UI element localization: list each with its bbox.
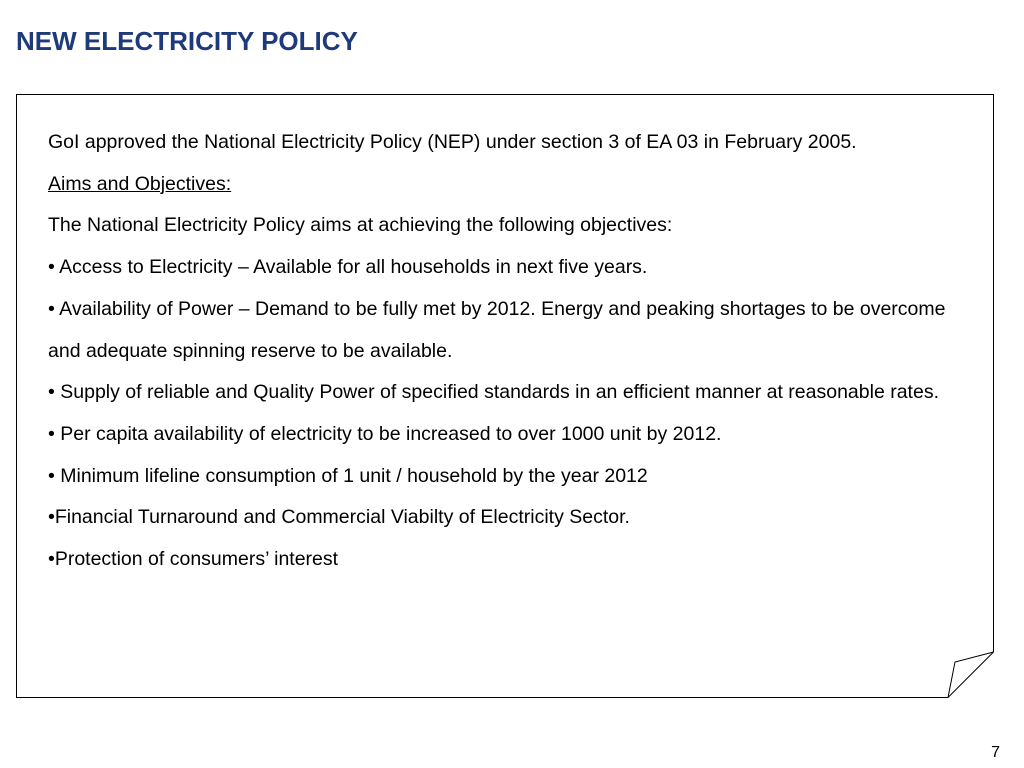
intro-paragraph: GoI approved the National Electricity Policy (NEP) under section 3 of EA 03 in February 2005. bbox=[48, 131, 857, 153]
bullet-item: •Protection of consumers’ interest bbox=[48, 548, 339, 571]
bullet-item: • Access to Electricity – Available for all households in next five years. bbox=[48, 256, 648, 279]
slide-title: NEW ELECTRICITY POLICY bbox=[16, 26, 358, 56]
bullet-item: • Supply of reliable and Quality Power of specified standards in an efficient manner at reasonable rates. bbox=[48, 381, 939, 404]
bullet-item: • Availability of Power – Demand to be fully met by 2012. Energy and peaking shortages to be overcome and adequate spinning reserve to be available. bbox=[48, 297, 946, 362]
bullet-item: •Financial Turnaround and Commercial Viabilty of Electricity Sector. bbox=[48, 506, 630, 529]
page-number: 7 bbox=[991, 744, 1000, 761]
lead-sentence: The National Electricity Policy aims at achieving the following objectives: bbox=[48, 214, 673, 237]
content-box bbox=[16, 94, 994, 698]
bullet-item: • Per capita availability of electricity to be increased to over 1000 unit by 2012. bbox=[48, 422, 722, 445]
bullet-item: • Minimum lifeline consumption of 1 unit / household by the year 2012 bbox=[48, 464, 648, 487]
policy-text bbox=[48, 122, 983, 581]
aims-heading: Aims and Objectives: bbox=[48, 172, 232, 195]
